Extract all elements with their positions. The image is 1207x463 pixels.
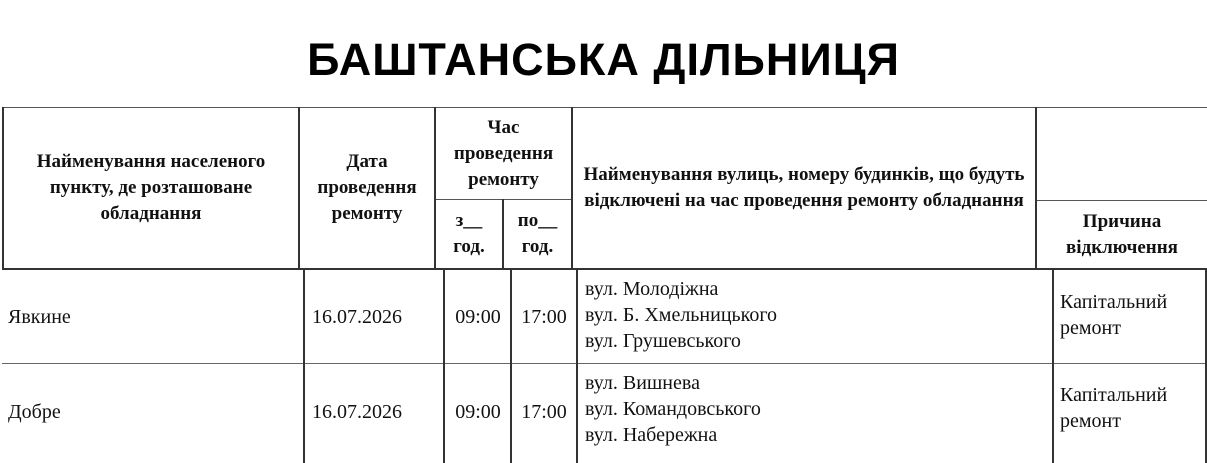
street-item: вул. Командовського [585,398,761,420]
header-reason-label: Причина відключення [1066,210,1178,258]
header-reason [1037,201,1207,268]
street-item: вул. Набережна [585,424,718,446]
street-item: вул. Молодіжна [585,278,719,300]
table-row-1-to [513,270,575,363]
header-streets-label: Найменування вулиць, номеру будинків, що будуть відключені на час проведення ремонту обладнання [583,164,1025,211]
header-time-to [504,200,571,268]
table-row-1-settlement [8,270,302,363]
street-item: вул. Б. Хмельницького [585,304,778,326]
street-item: вул. Грушевського [585,330,741,352]
reason-value: Капітальний ремонт [1060,291,1168,339]
header-time [436,108,571,199]
header-streets [573,108,1035,268]
time-from-value: 09:00 [455,305,501,328]
header-date-label: Дата проведення ремонту [317,151,417,224]
time-to-value: 17:00 [521,400,567,423]
page-title: БАШТАНСЬКА ДІЛЬНИЦЯ [307,34,900,85]
reason-value: Капітальний ремонт [1060,384,1168,432]
table-row-2-streets [585,370,1045,452]
settlement-value: Добре [8,400,61,423]
table-row-1-from [447,270,509,363]
street-item: вул. Вишнева [585,372,700,394]
table-row-1-date [312,270,442,363]
settlement-value: Явкине [8,305,71,328]
time-from-value: 09:00 [455,400,501,423]
header-settlement-label: Найменування населеного пункту, де розташоване обладнання [36,151,266,224]
header-settlement [4,108,298,268]
table-row-2-reason [1060,382,1205,442]
table-row-1-reason [1060,289,1205,349]
table-row-2-date [312,364,442,459]
date-value: 16.07.2026 [312,305,402,328]
header-time-label: Час проведення ремонту [453,116,554,190]
table-row-2-to [513,364,575,459]
time-to-value: 17:00 [521,305,567,328]
table-row-1-streets [585,276,1045,358]
header-time-from-label: з__ год. [453,210,485,257]
date-value: 16.07.2026 [312,400,402,423]
table-row-2-settlement [8,364,302,459]
header-time-to-label: по__ год. [517,210,558,257]
header-date [300,108,434,268]
header-time-from [436,200,502,268]
table-row-2-from [447,364,509,459]
